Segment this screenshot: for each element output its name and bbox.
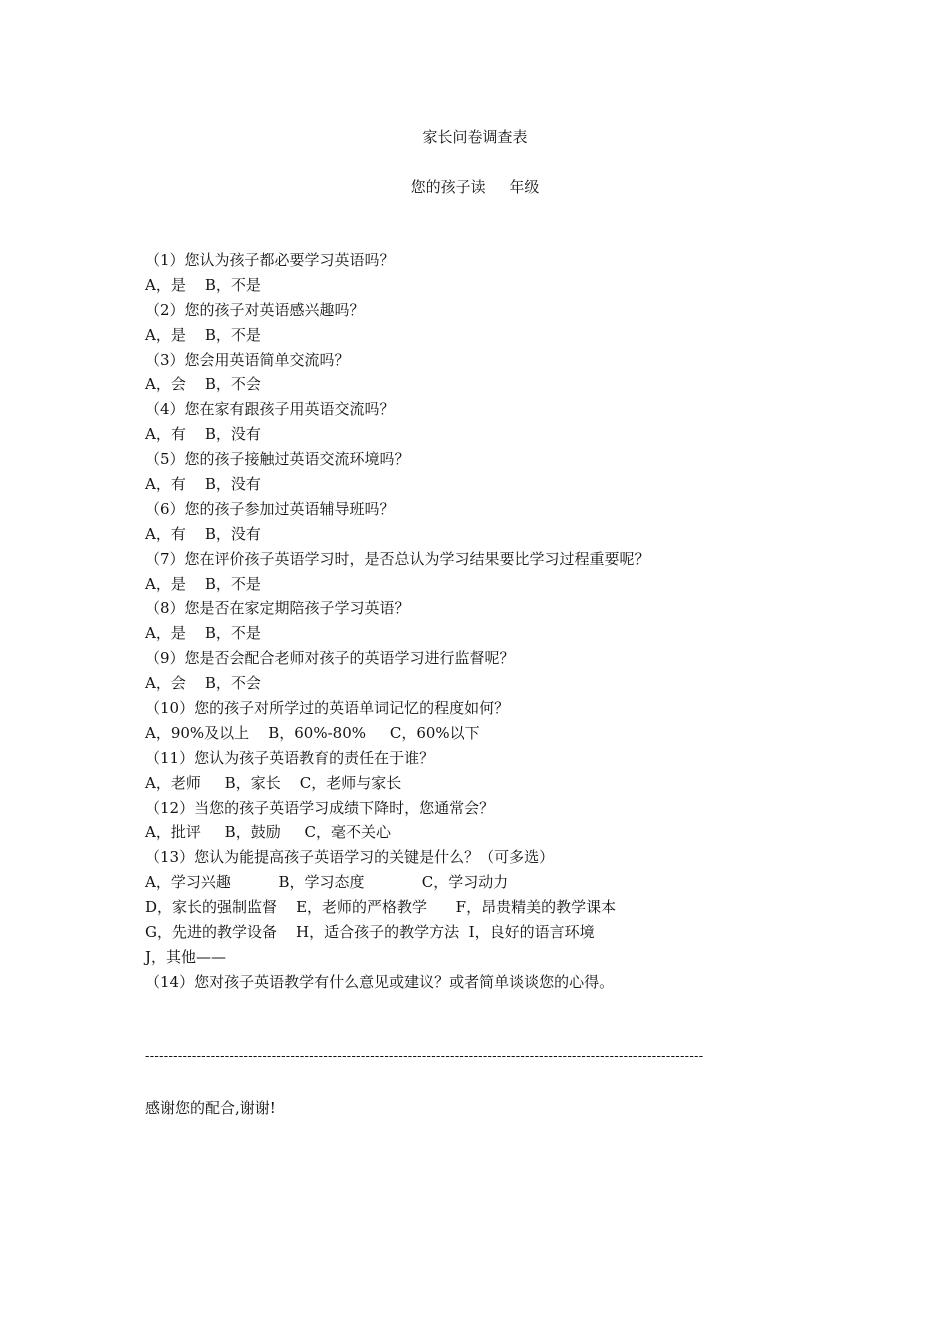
question-8: （8）您是否在家定期陪孩子学习英语？ (145, 599, 410, 618)
options-13-row-2: D，家长的强制监督 E，老师的严格教学 F，昂贵精美的教学课本 (145, 898, 617, 917)
options-7: A，是 B，不是 (145, 574, 261, 593)
question-12: （12）当您的孩子英语学习成绩下降时，您通常会？ (145, 798, 495, 817)
options-2: A，是 B，不是 (145, 325, 261, 344)
question-13: （13）您认为能提高孩子英语学习的关键是什么？（可多选） (145, 848, 555, 867)
question-2: （2）您的孩子对英语感兴趣吗？ (145, 300, 365, 319)
question-3: （3）您会用英语简单交流吗？ (145, 350, 350, 369)
page-title: 家长问卷调查表 (422, 128, 528, 146)
question-1: （1）您认为孩子都必要学习英语吗？ (145, 251, 395, 269)
options-11: A，老师 B，家长 C，老师与家长 (145, 773, 402, 792)
options-12: A，批评 B，鼓励 C，毫不关心 (145, 823, 392, 842)
options-1: A，是 B，不是 (145, 275, 261, 294)
question-5: （5）您的孩子接触过英语交流环境吗？ (145, 450, 410, 469)
options-9: A，会 B，不会 (145, 674, 261, 693)
question-11: （11）您认为孩子英语教育的责任在于谁？ (145, 748, 435, 767)
question-4: （4）您在家有跟孩子用英语交流吗？ (145, 400, 395, 419)
options-13-row-3: G，先进的教学设备 H，适合孩子的教学方法 I，良好的语言环境 (145, 923, 595, 942)
question-7: （7）您在评价孩子英语学习时，是否总认为学习结果要比学习过程重要呢？ (145, 549, 650, 568)
question-10: （10）您的孩子对所学过的英语单词记忆的程度如何？ (145, 699, 510, 718)
options-5: A，有 B，没有 (145, 475, 261, 494)
options-8: A，是 B，不是 (145, 624, 261, 643)
question-9: （9）您是否会配合老师对孩子的英语学习进行监督呢？ (145, 649, 515, 668)
options-13-row-1: A，学习兴趣 B，学习态度 C，学习动力 (145, 873, 509, 892)
options-6: A，有 B，没有 (145, 524, 261, 543)
thanks-note: 感谢您的配合,谢谢! (145, 1099, 276, 1117)
options-13-row-4: J，其他—— (145, 947, 227, 966)
question-list (145, 249, 825, 996)
question-14: （14）您对孩子英语教学有什么意见或建议？或者简单谈谈您的心得。 (145, 972, 615, 991)
answer-divider: ----------------------------------------------------------------------------------------------------------------------- (145, 1049, 704, 1064)
options-3: A，会 B，不会 (145, 375, 261, 394)
options-10: A，90%及以上 B，60%-80% C，60%以下 (145, 723, 480, 742)
grade-line: 您的孩子读 年级 (410, 178, 540, 196)
question-6: （6）您的孩子参加过英语辅导班吗？ (145, 499, 395, 518)
options-4: A，有 B，没有 (145, 425, 261, 444)
